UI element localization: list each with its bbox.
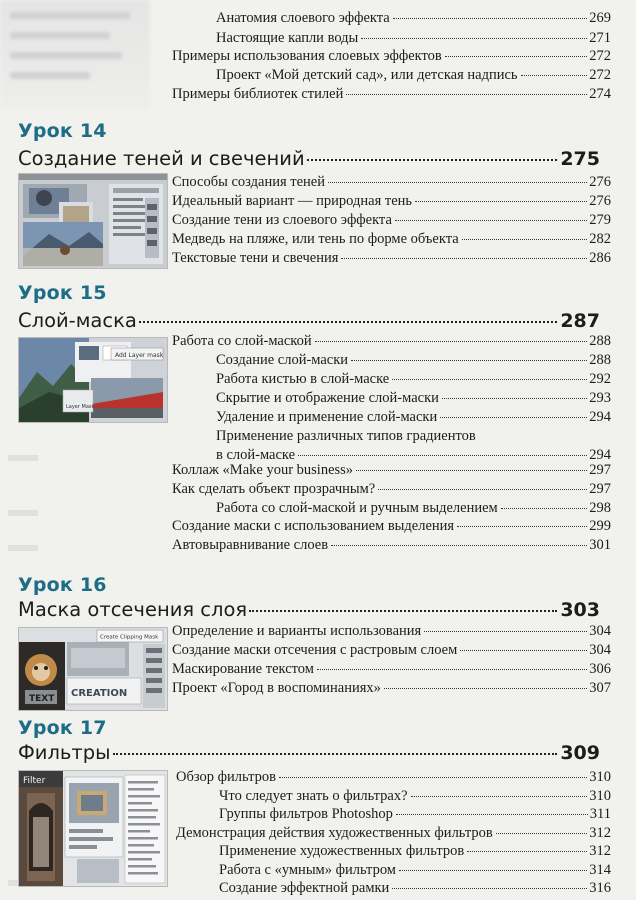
- dot-leader: [395, 220, 587, 221]
- toc-entry[interactable]: [172, 174, 611, 191]
- bleed-mark: [8, 510, 38, 516]
- toc-entry[interactable]: [216, 371, 611, 388]
- dot-leader: [328, 182, 587, 183]
- dot-leader: [415, 201, 587, 202]
- toc-entry-page: 292: [589, 371, 611, 387]
- toc-entry[interactable]: [219, 843, 611, 860]
- toc-entry-title: Настоящие капли воды: [216, 30, 359, 46]
- toc-entry[interactable]: [172, 48, 611, 65]
- toc-entry[interactable]: [216, 67, 611, 84]
- shadow-screenshot-image: [19, 174, 167, 268]
- dot-leader: [113, 753, 558, 755]
- dot-leader: [249, 610, 557, 612]
- toc-entry-title: Анатомия слоевого эффекта: [216, 10, 390, 26]
- toc-entry-title: Проект «Город в воспоминаниях»: [172, 680, 381, 696]
- toc-entry-page: 271: [589, 30, 611, 46]
- dot-leader: [399, 870, 587, 871]
- toc-entry-title: Медведь на пляже, или тень по форме объекта: [172, 231, 459, 247]
- toc-entry-page: 279: [589, 212, 611, 228]
- toc-entry-page: 286: [589, 250, 611, 266]
- toc-entry[interactable]: [172, 212, 611, 229]
- dot-leader: [346, 94, 587, 95]
- dot-leader: [139, 321, 558, 323]
- toc-entry-page: 272: [589, 67, 611, 83]
- toc-entry[interactable]: [172, 518, 611, 535]
- bleed-mark: [8, 545, 38, 551]
- toc-entry[interactable]: [172, 250, 611, 267]
- chapter-title: Маска отсечения слоя: [18, 598, 248, 621]
- toc-entry-title: Коллаж «Make your business»: [172, 462, 354, 478]
- toc-entry-title: Маскирование текстом: [172, 661, 314, 677]
- dot-leader: [457, 526, 587, 527]
- toc-entry[interactable]: [172, 481, 611, 498]
- lesson-heading: Урок 14: [18, 120, 107, 142]
- toc-entry-page: 304: [589, 642, 611, 658]
- toc-entry[interactable]: [219, 880, 611, 897]
- clipping-mask-screenshot-image: [19, 628, 167, 710]
- toc-entry[interactable]: [172, 333, 611, 350]
- lesson-heading: Урок 15: [18, 282, 107, 304]
- chapter-title-row[interactable]: [18, 741, 600, 764]
- toc-entry-title: Создание тени из слоевого эффекта: [172, 212, 392, 228]
- toc-entry-page: 310: [589, 769, 611, 785]
- toc-entry-title: Что следует знать о фильтрах?: [219, 788, 408, 804]
- layer-label: Layer Mask: [66, 404, 95, 410]
- toc-entry-title: Автовыравнивание слоев: [172, 537, 329, 553]
- chapter-title-row[interactable]: [18, 598, 600, 621]
- dot-leader: [378, 489, 587, 490]
- toc-entry[interactable]: [216, 352, 611, 369]
- toc-entry-page: 293: [589, 390, 611, 406]
- chapter-title-row[interactable]: [18, 147, 600, 170]
- lesson14-thumbnail: [18, 173, 168, 269]
- toc-entry[interactable]: [219, 806, 611, 823]
- toc-entry-title: Текстовые тени и свечения: [172, 250, 339, 266]
- filter-label: Filter: [23, 776, 46, 786]
- toc-entry-title: Способы создания теней: [172, 174, 325, 190]
- panel-label: Create Clipping Mask: [100, 634, 159, 641]
- filters-screenshot-image: [19, 771, 167, 886]
- dot-leader: [521, 75, 588, 76]
- dot-leader: [279, 777, 587, 778]
- toc-entry[interactable]: [216, 390, 611, 407]
- dot-leader: [411, 796, 588, 797]
- toc-entry-page: 312: [589, 825, 611, 841]
- toc-entry-title-line2: в слой-маске: [216, 447, 296, 463]
- toc-entry[interactable]: [176, 769, 611, 786]
- chapter-page: 287: [560, 310, 600, 332]
- toc-entry-page: 297: [589, 462, 611, 478]
- toc-entry-title: Примеры использования слоевых эффектов: [172, 48, 442, 64]
- toc-entry[interactable]: [172, 537, 611, 554]
- chapter-title: Слой-маска: [18, 309, 137, 332]
- chapter-title: Создание теней и свечений: [18, 147, 305, 170]
- toc-entry-title: Обзор фильтров: [176, 769, 276, 785]
- toc-entry-title: Проект «Мой детский сад», или детская надпись: [216, 67, 518, 83]
- toc-entry-title: Применение художественных фильтров: [219, 843, 465, 859]
- dot-leader: [341, 258, 587, 259]
- toc-entry-wrapped[interactable]: [216, 427, 611, 465]
- toc-entry-title: Демонстрация действия художественных фильтров: [176, 825, 493, 841]
- chapter-page: 303: [560, 599, 600, 621]
- toc-entry-page: 269: [589, 10, 611, 26]
- dot-leader: [315, 341, 588, 342]
- dot-leader: [460, 650, 587, 651]
- toc-entry-title: Определение и варианты использования: [172, 623, 422, 639]
- toc-entry-title: Работа со слой-маской и ручным выделением: [216, 500, 498, 516]
- toc-entry[interactable]: [172, 680, 611, 697]
- bleed-mark: [8, 455, 38, 461]
- toc-entry-page: 276: [589, 193, 611, 209]
- toc-entry[interactable]: [172, 661, 611, 678]
- toc-entry-page: 310: [589, 788, 611, 804]
- toc-entry-title: Создание маски отсечения с растровым слоем: [172, 642, 458, 658]
- toc-entry[interactable]: [172, 642, 611, 659]
- dot-leader: [392, 379, 587, 380]
- dot-leader: [384, 688, 587, 689]
- dot-leader: [317, 669, 587, 670]
- toc-entry-page: 272: [589, 48, 611, 64]
- toc-entry[interactable]: [216, 30, 611, 47]
- toc-entry-title: Идеальный вариант — природная тень: [172, 193, 413, 209]
- toc-entry-title-line1: Применение различных типов градиентов: [216, 428, 476, 444]
- toc-entry-page: 288: [589, 352, 611, 368]
- toc-entry[interactable]: [172, 193, 611, 210]
- toc-entry-page: 276: [589, 174, 611, 190]
- toc-entry-page: 298: [589, 500, 611, 516]
- dot-leader: [442, 398, 587, 399]
- toc-entry-title: Группы фильтров Photoshop: [219, 806, 393, 822]
- toc-entry-title: Создание слой-маски: [216, 352, 349, 368]
- dot-leader: [393, 18, 588, 19]
- dot-leader: [496, 833, 588, 834]
- toc-entry-title: Удаление и применение слой-маски: [216, 409, 438, 425]
- dot-leader: [467, 851, 587, 852]
- dot-leader: [361, 38, 587, 39]
- dot-leader: [424, 631, 587, 632]
- toc-entry-title: Создание эффектной рамки: [219, 880, 390, 896]
- dot-leader: [440, 417, 587, 418]
- toc-entry-page: 311: [589, 806, 611, 822]
- toc-entry-title: Работа с «умным» фильтром: [219, 862, 396, 878]
- dot-leader: [331, 545, 587, 546]
- toc-entry[interactable]: [219, 862, 611, 879]
- dot-leader: [392, 888, 587, 889]
- toc-entry[interactable]: [216, 409, 611, 426]
- dot-leader: [501, 508, 588, 509]
- toc-entry-page: 316: [589, 880, 611, 896]
- lesson-heading: Урок 16: [18, 574, 107, 596]
- thumb-text: CREATION: [71, 688, 128, 699]
- dot-leader: [445, 56, 588, 57]
- toc-entry[interactable]: [172, 86, 611, 103]
- toc-entry-page: 312: [589, 843, 611, 859]
- chapter-page: 309: [560, 742, 600, 764]
- toc-entry[interactable]: [219, 788, 611, 805]
- toc-entry-page: 282: [589, 231, 611, 247]
- toc-entry-page: 299: [589, 518, 611, 534]
- toc-entry-page: 294: [589, 409, 611, 425]
- toc-entry[interactable]: [176, 825, 611, 842]
- toc-entry-title: Примеры библиотек стилей: [172, 86, 344, 102]
- toc-entry-page: 304: [589, 623, 611, 639]
- lesson15-thumbnail: [18, 337, 168, 423]
- layer-mask-screenshot-image: [19, 338, 167, 422]
- dot-leader: [356, 470, 587, 471]
- lesson-heading: Урок 17: [18, 717, 107, 739]
- side-label: TEXT: [29, 694, 55, 704]
- toc-entry[interactable]: [172, 462, 611, 479]
- toc-entry-title: Работа со слой-маской: [172, 333, 312, 349]
- dot-leader: [462, 239, 588, 240]
- lesson16-thumbnail: [18, 627, 168, 711]
- toc-entry-page: 294: [589, 447, 611, 463]
- toc-entry[interactable]: [216, 500, 611, 517]
- toc-entry-title: Скрытие и отображение слой-маски: [216, 390, 439, 406]
- dot-leader: [351, 360, 587, 361]
- toc-entry-title: Работа кистью в слой-маске: [216, 371, 390, 387]
- dot-leader: [298, 455, 587, 456]
- bleed-through-region: [0, 0, 150, 110]
- toc-entry-title: Создание маски с использованием выделения: [172, 518, 455, 534]
- toc-entry[interactable]: [172, 231, 611, 248]
- toc-entry-title: Как сделать объект прозрачным?: [172, 481, 376, 497]
- toc-entry-page: 297: [589, 481, 611, 497]
- lesson17-thumbnail: [18, 770, 168, 887]
- toc-entry-page: 307: [589, 680, 611, 696]
- dot-leader: [396, 814, 588, 815]
- toc-entry-page: 288: [589, 333, 611, 349]
- chapter-title-row[interactable]: [18, 309, 600, 332]
- toc-entry[interactable]: [216, 10, 611, 27]
- panel-label: Add Layer mask: [115, 352, 164, 359]
- toc-entry-page: 301: [589, 537, 611, 553]
- toc-entry-page: 306: [589, 661, 611, 677]
- toc-entry[interactable]: [172, 623, 611, 640]
- dot-leader: [307, 159, 558, 161]
- toc-entry-page: 314: [589, 862, 611, 878]
- toc-entry-page: 274: [589, 86, 611, 102]
- chapter-page: 275: [560, 148, 600, 170]
- chapter-title: Фильтры: [18, 741, 111, 764]
